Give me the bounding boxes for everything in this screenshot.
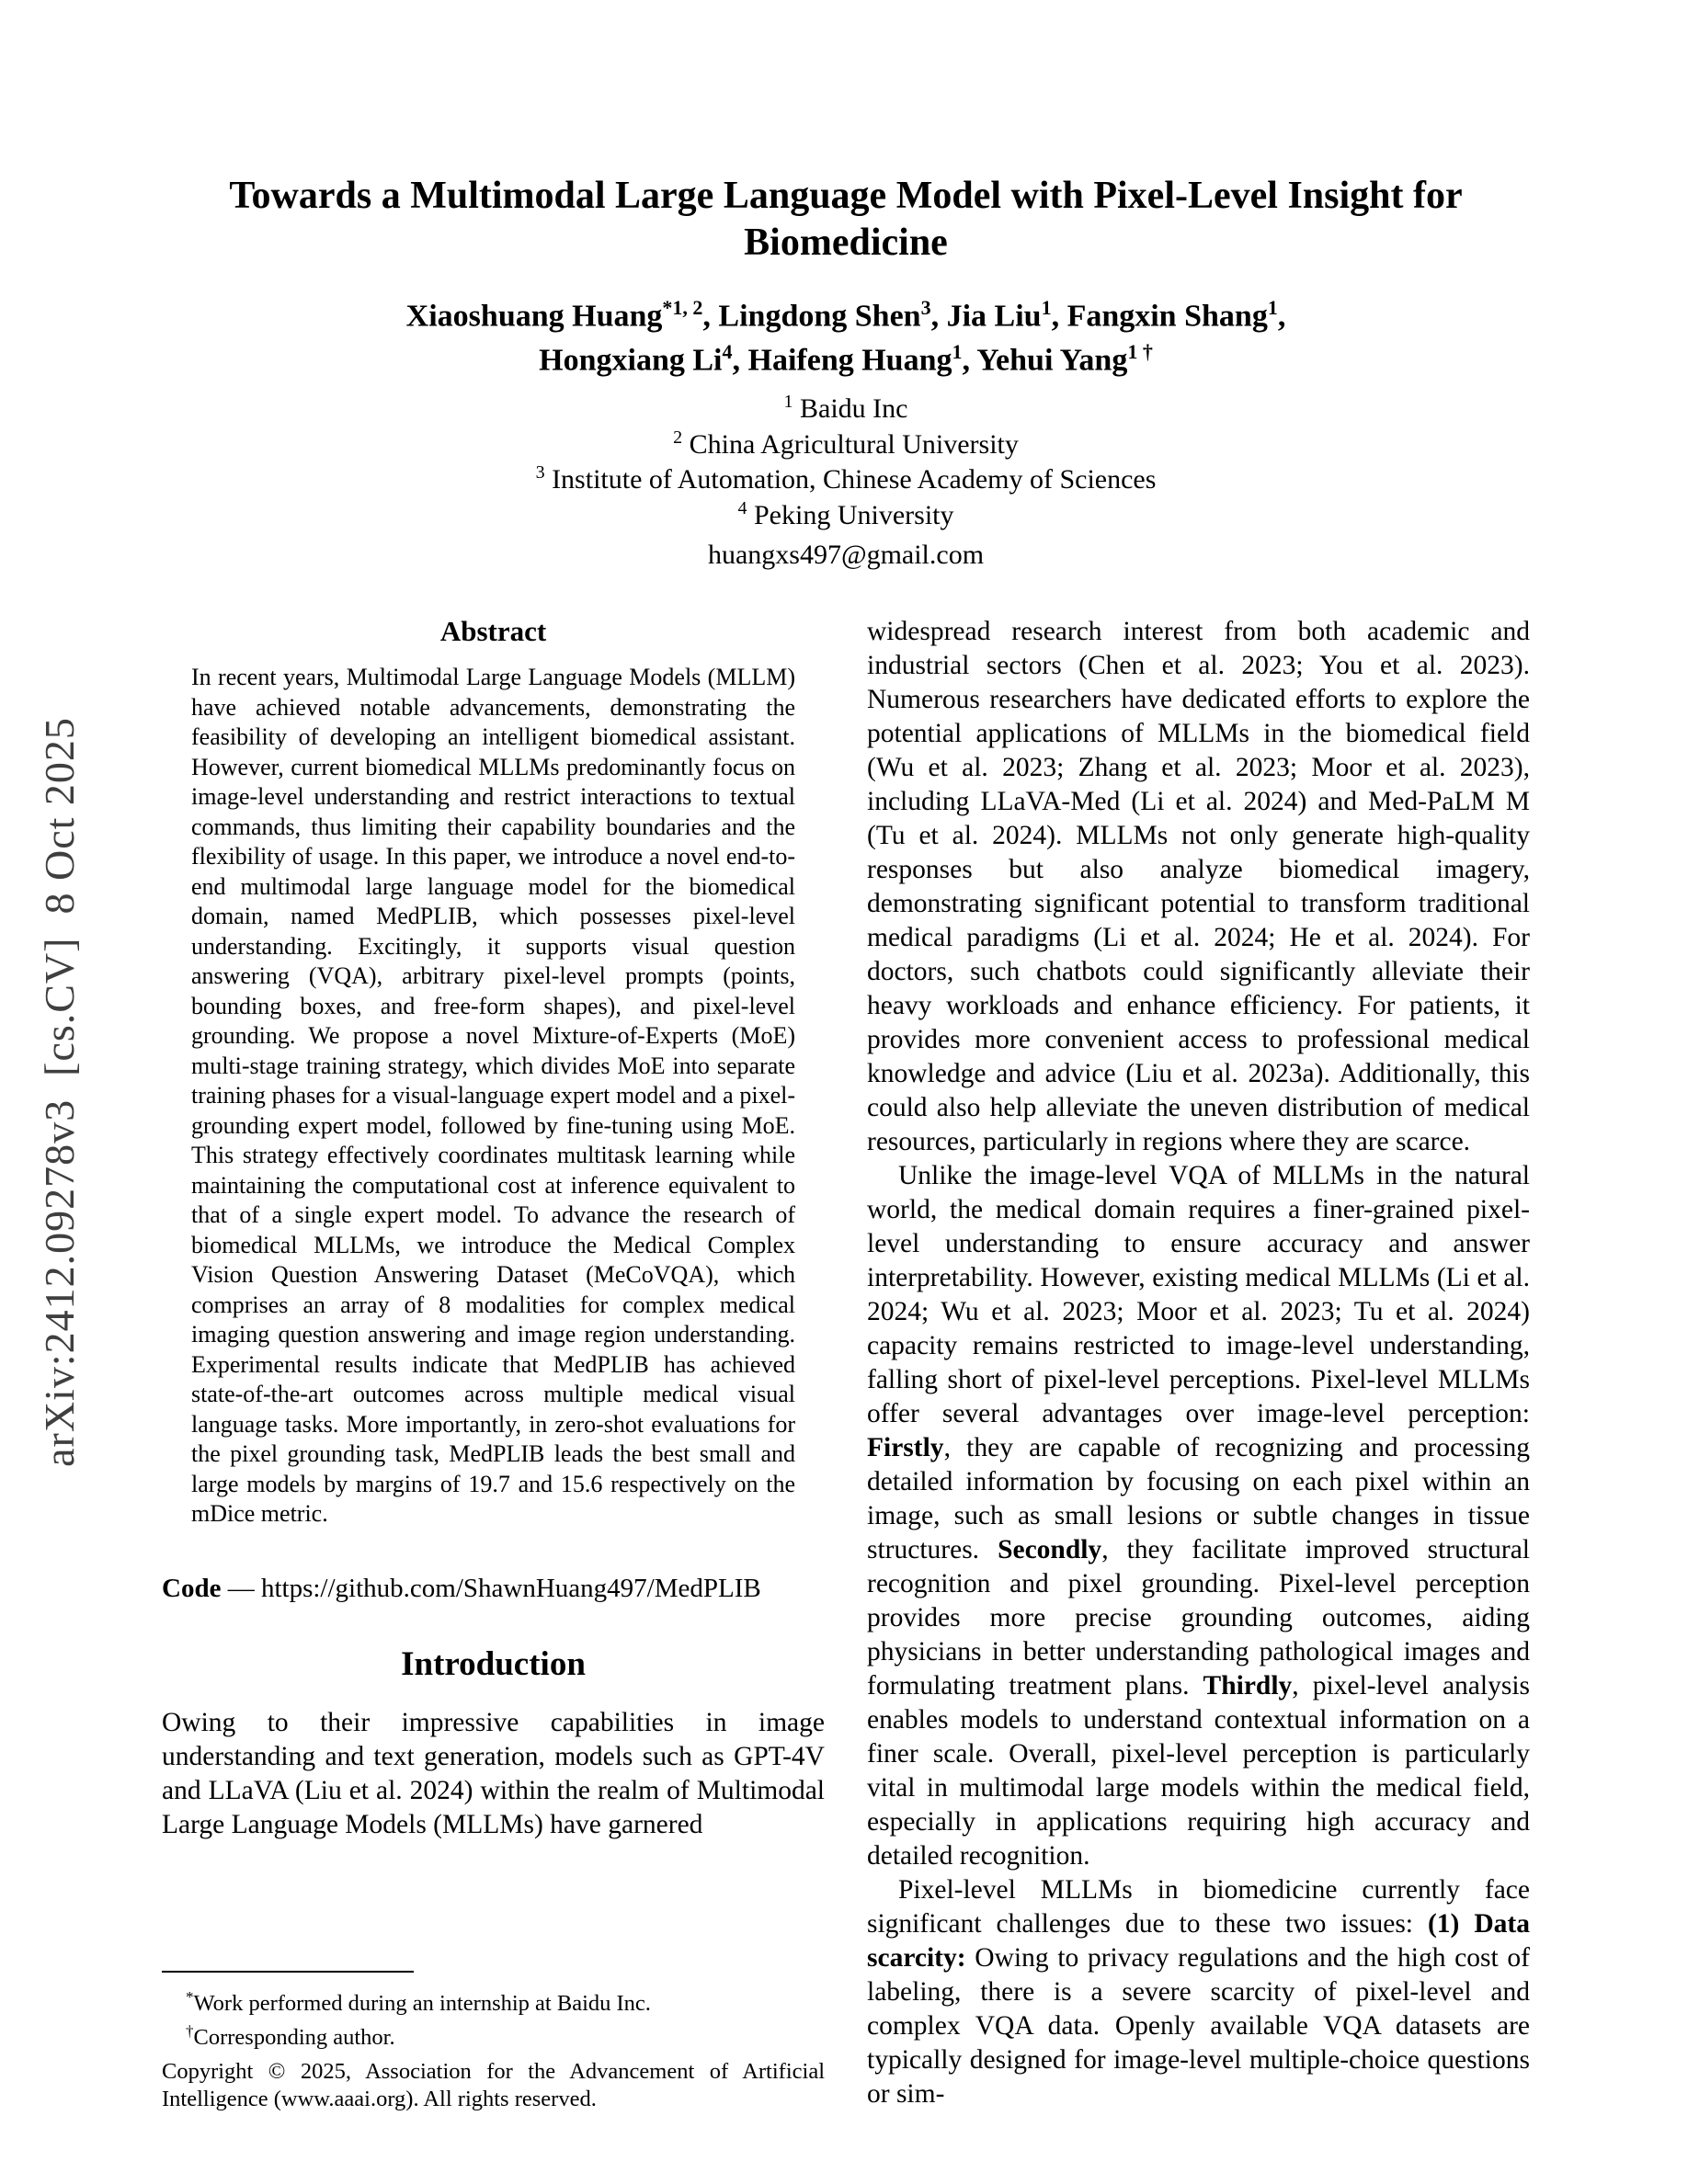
affiliation-text: Institute of Automation, Chinese Academy of Sciences bbox=[544, 464, 1157, 495]
footnote-text: Copyright © 2025, Association for the Advancement of Artificial Intelligence (www.aaai.org). All rights reserved. bbox=[162, 2059, 825, 2112]
author-block bbox=[162, 294, 1530, 381]
author-name: Xiaoshuang Huang bbox=[405, 299, 663, 334]
author-line-2 bbox=[162, 338, 1530, 381]
author-affil-marker: *1, 2 bbox=[662, 296, 703, 320]
affiliation-line bbox=[162, 461, 1530, 497]
body-paragraph: widespread research interest from both academic and industrial sectors (Chen et al. 2023; You et al. 2023). Numerous researchers have dedicated efforts to explore the potential applications of MLLMs in the biomedical field (Wu et al. 2023; Zhang et al. 2023; Moor et al. 2023), including LLaVA-Med (Li et al. 2024) and Med-PaLM M (Tu et al. 2024). MLLMs not only generate high-quality responses but also analyze biomedical imagery, demonstrating significant potential to transform traditional medical paradigms (Li et al. 2024; He et al. 2024). For doctors, such chatbots could significantly alleviate their heavy workloads and enhance efficiency. For patients, it provides more convenient access to professional medical knowledge and advice (Liu et al. 2023a). Additionally, this could also help alleviate the uneven distribution of medical resources, particularly in regions where they are scarce. bbox=[867, 617, 1530, 1157]
affiliation-marker: 4 bbox=[737, 498, 747, 519]
footnote-block bbox=[162, 1952, 825, 2113]
author-name: Yehui Yang bbox=[976, 343, 1128, 377]
affiliation-marker: 2 bbox=[673, 427, 683, 448]
author-affil-marker: 1 bbox=[952, 339, 963, 363]
footnote-rule bbox=[162, 1971, 414, 1973]
affiliation-marker: 3 bbox=[535, 462, 545, 483]
author-name: Haifeng Huang bbox=[747, 343, 952, 377]
abstract-heading: Abstract bbox=[439, 615, 547, 648]
affiliation-line bbox=[162, 391, 1530, 427]
left-column bbox=[162, 615, 825, 2113]
author-separator: , bbox=[1051, 299, 1067, 334]
body-paragraph: Unlike the image-level VQA of MLLMs in the natural world, the medical domain requires a finer-grained pixel-level understanding to ensure accuracy and answer interpretability. However, existing medical MLLMs (Li et al. 2024; Wu et al. 2023; Moor et al. 2023; Tu et al. 2024) capacity remains restricted to image-level understanding, falling short of pixel-level perceptions. Pixel-level MLLMs offer several advantages over image-level perception: Firstly, they are capable of recognizing and processing detailed information by focusing on each pixel within an image, such as small lesions or subtle changes in tissue structures. Secondly, they facilitate improved structural recognition and pixel grounding. Pixel-level perception provides more precise grounding outcomes, aiding physicians in better understanding pathological images and formulating treatment plans. Thirdly, pixel-level analysis enables models to understand contextual information on a finer scale. Overall, pixel-level perception is particularly vital in multimodal large models within the medical field, especially in applications requiring high accuracy and detailed recognition. bbox=[867, 1161, 1530, 1871]
code-link-line[interactable]: Code — https://github.com/ShawnHuang497/MedPLIB bbox=[162, 1573, 761, 1603]
contact-email[interactable]: huangxs497@gmail.com bbox=[707, 540, 985, 571]
arxiv-watermark: arXiv:2412.09278v3 [cs.CV] 8 Oct 2025 bbox=[36, 717, 83, 1467]
footnote-corresponding-author bbox=[162, 2018, 825, 2052]
introduction-paragraph: Owing to their impressive capabilities in image understanding and text generation, models such as GPT-4V and LLaVA (Liu et al. 2024) within the realm of Multimodal Large Language Models (MLLMs) have garnered bbox=[162, 1707, 825, 1839]
paper-title: Towards a Multimodal Large Language Model with Pixel-Level Insight for Biomedicine bbox=[229, 175, 1463, 265]
affiliation-line bbox=[162, 497, 1530, 533]
author-separator: , bbox=[732, 343, 748, 377]
author-line-1 bbox=[162, 294, 1530, 337]
author-name: Lingdong Shen bbox=[718, 299, 921, 334]
footnote-internship bbox=[162, 1984, 825, 2018]
affiliation-text: Baidu Inc bbox=[793, 392, 908, 424]
right-column bbox=[867, 615, 1530, 2113]
affiliation-text: Peking University bbox=[747, 500, 954, 531]
section-heading-introduction: Introduction bbox=[401, 1644, 586, 1683]
author-affil-marker: 1 bbox=[1267, 296, 1278, 320]
body-paragraph: Pixel-level MLLMs in biomedicine currently face significant challenges due to these two issues: (1) Data scarcity: Owing to privacy regulations and the high cost of labeling, there is a severe scarcity of pixel-level and complex VQA data. Openly available VQA datasets are typically designed for image-level multiple-choice questions or sim- bbox=[867, 1875, 1530, 2110]
paper-content bbox=[162, 173, 1530, 2113]
author-name: Fangxin Shang bbox=[1066, 299, 1268, 334]
author-separator: , bbox=[930, 299, 947, 334]
author-name: Hongxiang Li bbox=[539, 343, 723, 377]
abstract-text: In recent years, Multimodal Large Language Models (MLLM) have achieved notable advancements, demonstrating the feasibility of developing an intelligent biomedical assistant. However, current biomedical MLLMs predominantly focus on image-level understanding and restrict interactions to textual commands, thus limiting their capability boundaries and the flexibility of usage. In this paper, we introduce a novel end-to-end multimodal large language model for the biomedical domain, named MedPLIB, which possesses pixel-level understanding. Excitingly, it supports visual question answering (VQA), arbitrary pixel-level prompts (points, bounding boxes, and free-form shapes), and pixel-level grounding. We propose a novel Mixture-of-Experts (MoE) multi-stage training strategy, which divides MoE into separate training phases for a visual-language expert model and a pixel-grounding expert model, followed by fine-tuning using MoE. This strategy effectively coordinates multitask learning while maintaining the computational cost at inference equivalent to that of a single expert model. To advance the research of biomedical MLLMs, we introduce the Medical Complex Vision Question Answering Dataset (MeCoVQA), which comprises an array of 8 modalities for complex medical imaging question answering and image region understanding. Experimental results indicate that MedPLIB has achieved state-of-the-art outcomes across multiple medical visual language tasks. More importantly, in zero-shot evaluations for the pixel grounding task, MedPLIB leads the best small and large models by margins of 19.7 and 15.6 respectively on the mDice metric. bbox=[191, 664, 795, 1528]
footnote-copyright bbox=[162, 2052, 825, 2113]
affiliation-line bbox=[162, 427, 1530, 462]
footnote-marker: * bbox=[186, 1987, 194, 2006]
author-separator: , bbox=[702, 299, 719, 334]
affiliation-text: China Agricultural University bbox=[682, 428, 1019, 460]
author-affil-marker: 1 † bbox=[1127, 339, 1153, 363]
abstract-section bbox=[162, 615, 825, 1530]
author-separator: , bbox=[962, 343, 977, 377]
affiliations-block bbox=[162, 391, 1530, 573]
author-affil-marker: 3 bbox=[920, 296, 931, 320]
affiliation-marker: 1 bbox=[783, 391, 793, 412]
author-affil-marker: 1 bbox=[1041, 296, 1052, 320]
footnote-marker: † bbox=[186, 2021, 194, 2040]
footnote-text: Work performed during an internship at Baidu Inc. bbox=[193, 1990, 651, 2016]
author-affil-marker: 4 bbox=[722, 339, 733, 363]
two-column-body bbox=[162, 615, 1530, 2113]
author-separator: , bbox=[1277, 299, 1286, 334]
footnote-text: Corresponding author. bbox=[193, 2024, 395, 2050]
author-name: Jia Liu bbox=[946, 299, 1042, 334]
